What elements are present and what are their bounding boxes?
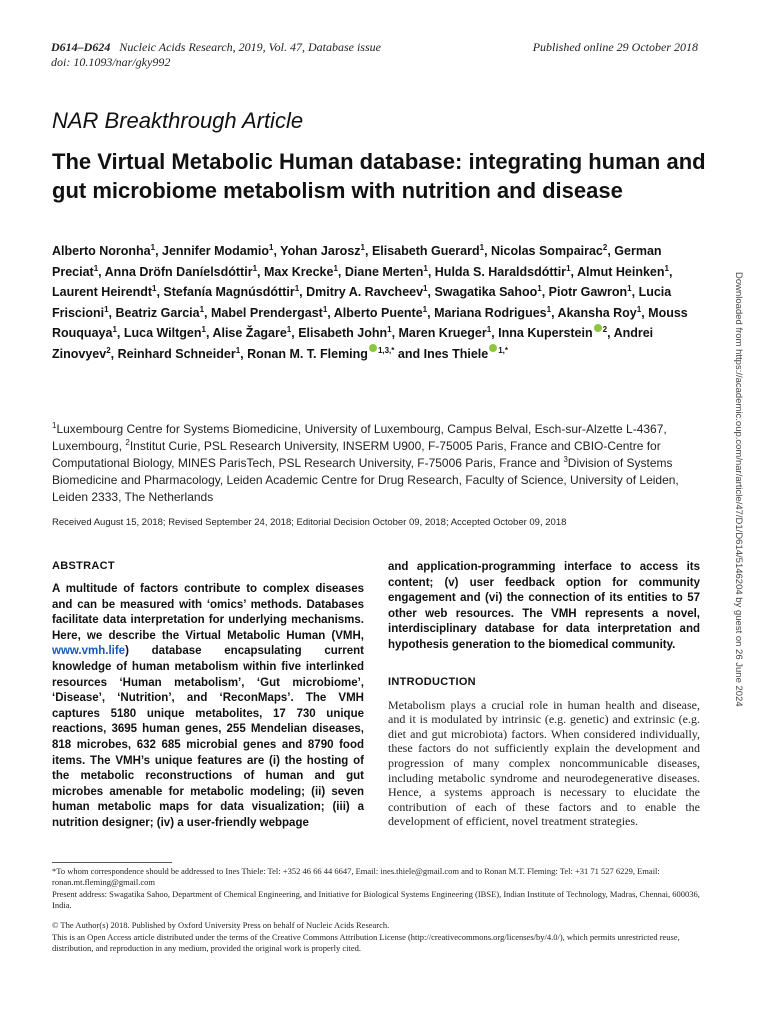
author-name: Inna Kuperstein <box>498 326 593 340</box>
author-affiliation-mark: 1 <box>664 263 669 273</box>
author-affiliation-mark: 1 <box>150 242 156 252</box>
present-address-note: Present address: Swagatika Sahoo, Department of Chemical Engineering, and Initiative for Biological Systems Engineering (IBSE), Indian Institute of Technology, Madras, Chennai, 600036, India. <box>52 889 700 910</box>
author-affiliation-mark: 1,3,* <box>377 345 395 355</box>
author-name: Almut Heinken <box>577 264 665 279</box>
author-affiliation-mark: 1,* <box>498 345 509 355</box>
author-name: Lucia Friscioni <box>52 285 672 320</box>
author-affiliation-mark: 2 <box>602 324 608 334</box>
author-name: Elisabeth Guerard <box>371 244 480 258</box>
author-name: Andrei Zinovyev <box>52 326 654 361</box>
author-affiliation-mark: 1 <box>422 304 428 314</box>
abstract-text: A multitude of factors contribute to complex diseases and can be measured with ‘omics’ methods. Databases facilitate data interpretation for underlying mechanisms. Here, we describe the Virtual Metabolic Human (VMH, www.vmh.life) database encapsulating current knowledge of human metabolism within five interlinked resources ‘Human metabolism’, ‘Gut microbiome’, ‘Disease’, ‘Nutrition’, and ‘ReconMaps’. The VMH captures 5180 unique metabolites, 17 730 unique reactions, 3695 human genes, 255 Mendelian diseases, 818 microbes, 632 685 microbial genes and 8790 food items. The VMH’s unique features are (i) the hosting of the metabolic reconstructions of human and gut microbes amenable for metabolic modeling; (ii) seven human metabolic maps for data visualization; (iii) a nutrition designer; (iv) a user-friendly webpage <box>52 583 364 829</box>
author-affiliation-mark: 1 <box>479 242 485 252</box>
author-name: Laurent Heirendt <box>52 285 153 299</box>
author-affiliation-mark: 1 <box>423 283 428 293</box>
author-name: Diane Merten <box>344 264 424 279</box>
author-name: Mariana Rodrigues <box>434 305 547 320</box>
author-name: Nicolas Sompairac <box>491 244 603 258</box>
author-name: Reinhard Schneider <box>117 346 236 361</box>
author-affiliation-mark: 1 <box>199 304 205 314</box>
author-affiliation-mark: 1 <box>566 263 571 273</box>
author-name: Anna Dröfn Daníelsdóttir <box>104 264 253 279</box>
author-conjunction: and <box>397 346 421 361</box>
left-column <box>52 560 364 832</box>
author-name: Stefanía Magnúsdóttir <box>163 285 295 299</box>
author-name: Elisabeth John <box>298 326 388 340</box>
introduction-heading: INTRODUCTION <box>388 675 476 688</box>
author-name: Beatriz Garcia <box>115 305 200 320</box>
journal-citation: Nucleic Acids Research, 2019, Vol. 47, Database issue <box>119 40 381 54</box>
author-name: Ronan M. T. Fleming <box>247 346 368 361</box>
author-name: Mabel Prendergast <box>210 305 323 320</box>
article-type: NAR Breakthrough Article <box>52 108 304 133</box>
author-list: Alberto Noronha$^1$, Jennifer Modamio$^1$, Yohan Jarosz$^1$, Elisabeth Guerard$^1$, Nicolas Sompairac$^2$, German Preciat$^1$, Anna Dröfn Daníelsdóttir$^1$, Max Krecke$^1$, Diane Merten$^1$, Hulda S. Haraldsdóttir$^1$, Almut Heinken$^1$, Laurent Heirendt$^1$, Stefanía Magnúsdóttir$^1$, Dmitry A. Ravcheev$^1$, Swagatika Sahoo$^1$, Piotr Gawron$^1$, Lucia Friscioni$^1$, Beatriz Garcia$^1$, Mabel Prendergast$^1$, Alberto Puente$^1$, Mariana Rodrigues$^1$, Akansha Roy$^1$, Mouss Rouquaya$^1$, Luca Wiltgen$^1$, Alise Žagare$^1$, Elisabeth John$^1$, Maren Krueger$^1$, Inna Kuperstein $^2$, Andrei Zinovyev$^2$, Reinhard Schneider$^1$, Ronan M. T. Fleming $^{1,3,*}$ and Ines Thiele $^{1,*}$ <box>52 242 688 361</box>
author-name: German Preciat <box>52 244 662 279</box>
author-name: Alberto Noronha <box>52 244 151 258</box>
author-affiliation-mark: 1 <box>268 242 274 252</box>
affiliations <box>52 421 702 506</box>
author-name: Hulda S. Haraldsdóttir <box>434 264 567 279</box>
vmh-link[interactable]: www.vmh.life <box>52 645 126 658</box>
author-affiliation-mark: 1 <box>201 324 206 334</box>
affiliation-number: 1 <box>52 421 57 430</box>
author-affiliation-mark: 2 <box>106 345 111 355</box>
author-name: Akansha Roy <box>557 305 637 320</box>
author-name: Alberto Puente <box>333 305 423 320</box>
running-header <box>51 40 381 70</box>
orcid-icon[interactable] <box>369 344 377 352</box>
download-watermark <box>732 272 746 972</box>
author-affiliation-mark: 1 <box>93 263 99 273</box>
author-affiliation-mark: 1 <box>486 324 492 334</box>
copyright-note: © The Author(s) 2018. Published by Oxford University Press on behalf of Nucleic Acids Research. <box>52 920 390 930</box>
abstract-heading: ABSTRACT <box>52 560 115 572</box>
affiliation-number: 2 <box>125 438 130 447</box>
download-note-text: Downloaded from https://academic.oup.com/nar/article/47/D1/D614/5146204 by guest on 26 June 2024 <box>733 272 744 707</box>
author-affiliation-mark: 1 <box>537 283 542 293</box>
author-affiliation-mark: 1 <box>360 242 365 252</box>
received-dates: Received August 15, 2018; Revised September 24, 2018; Editorial Decision October 09, 2018; Accepted October 09, 2018 <box>52 517 567 528</box>
author-name: Max Krecke <box>263 264 334 279</box>
author-affiliation-mark: 1 <box>636 304 642 314</box>
license-note: This is an Open Access article distributed under the terms of the Creative Commons Attribution License (http://creativecommons.org/licenses/by/4.0/), which permits unrestricted reuse, distribution, and reproduction in any medium, provided the original work is properly cited. <box>52 932 680 953</box>
author-name: Jennifer Modamio <box>162 244 269 258</box>
introduction-text: Metabolism plays a crucial role in human health and disease, and it is modulated by intrinsic (e.g. genetic) and extrinsic (e.g. diet and gut microbiota) factors. When considered individually, these factors do not sufficiently explain the development and progression of many complex noncommunicable diseases, including metabolic syndrome and neurodegenerative diseases. Hence, a systems approach is necessary to elucidate the contribution of each of these factors and to enable the development of efficient, novel treatment strategies. <box>388 697 700 829</box>
author-affiliation-mark: 2 <box>602 242 608 252</box>
doi: doi: 10.1093/nar/gky992 <box>51 55 171 69</box>
affiliation-number: 3 <box>563 455 568 464</box>
orcid-icon[interactable] <box>594 324 602 332</box>
author-name: Maren Krueger <box>398 326 487 340</box>
author-affiliation-mark: 1 <box>387 324 392 334</box>
published-date: Published online 29 October 2018 <box>532 40 698 54</box>
author-affiliation-mark: 1 <box>252 263 258 273</box>
affiliation-text: Institut Curie, PSL Research University, INSERM U900, F-75005 Paris, France and CBIO-Centre for Computational Biology, MINES ParisTech, PSL Research University, F-75006 Paris, France and <box>52 439 661 470</box>
footnote-divider <box>52 862 172 863</box>
author-affiliation-mark: 1 <box>423 263 428 273</box>
author-affiliation-mark: 1 <box>112 324 117 334</box>
author-affiliation-mark: 1 <box>333 263 338 273</box>
author-affiliation-mark: 1 <box>104 304 109 314</box>
author-affiliation-mark: 1 <box>322 304 328 314</box>
author-affiliation-mark: 1 <box>286 324 292 334</box>
author-name: Luca Wiltgen <box>123 326 202 340</box>
author-affiliation-mark: 1 <box>627 283 632 293</box>
footnotes <box>52 866 702 955</box>
author-affiliation-mark: 1 <box>294 283 300 293</box>
affiliation-text: Division of Systems Biomedicine and Pharmacology, Leiden Academic Centre for Drug Research, Faculty of Science, University of Leiden, Leiden 2333, The Netherlands <box>52 456 679 504</box>
paper-title: The Virtual Metabolic Human database: integrating human and gut microbiome metabolism with nutrition and disease <box>52 149 706 203</box>
author-name: Piotr Gawron <box>548 285 628 299</box>
correspondence-note: *To whom correspondence should be addressed to Ines Thiele: Tel: +352 46 66 44 6647, Email: ines.thiele@gmail.com and to Ronan M.T. Fleming: Tel: +31 71 527 6229, Email: ronan.mt.fleming@gmail.com <box>52 866 660 887</box>
author-name: Dmitry A. Ravcheev <box>306 285 424 299</box>
page-range: D614–D624 <box>51 40 111 54</box>
author-name: Alise Žagare <box>212 326 287 340</box>
orcid-icon[interactable] <box>489 344 497 352</box>
author-affiliation-mark: 1 <box>235 345 241 355</box>
author-name: Yohan Jarosz <box>280 244 361 258</box>
author-affiliation-mark: 1 <box>546 304 552 314</box>
author-name: Mouss Rouquaya <box>52 305 688 340</box>
author-name: Ines Thiele <box>423 346 489 361</box>
abstract-continuation: and application-programming interface to access its content; (v) user feedback option for community engagement and (vi) the connection of its entities to 57 other web resources. The VMH represents a novel, interdisciplinary database for data interpretation and hypothesis generation to the biomedical community. <box>388 561 700 651</box>
author-name: Swagatika Sahoo <box>434 285 538 299</box>
author-affiliation-mark: 1 <box>152 283 157 293</box>
right-column <box>388 560 700 829</box>
affiliation-text: Luxembourg Centre for Systems Biomedicine, University of Luxembourg, Campus Belval, Esch-sur-Alzette L-4367, Luxembourg, <box>52 422 667 453</box>
